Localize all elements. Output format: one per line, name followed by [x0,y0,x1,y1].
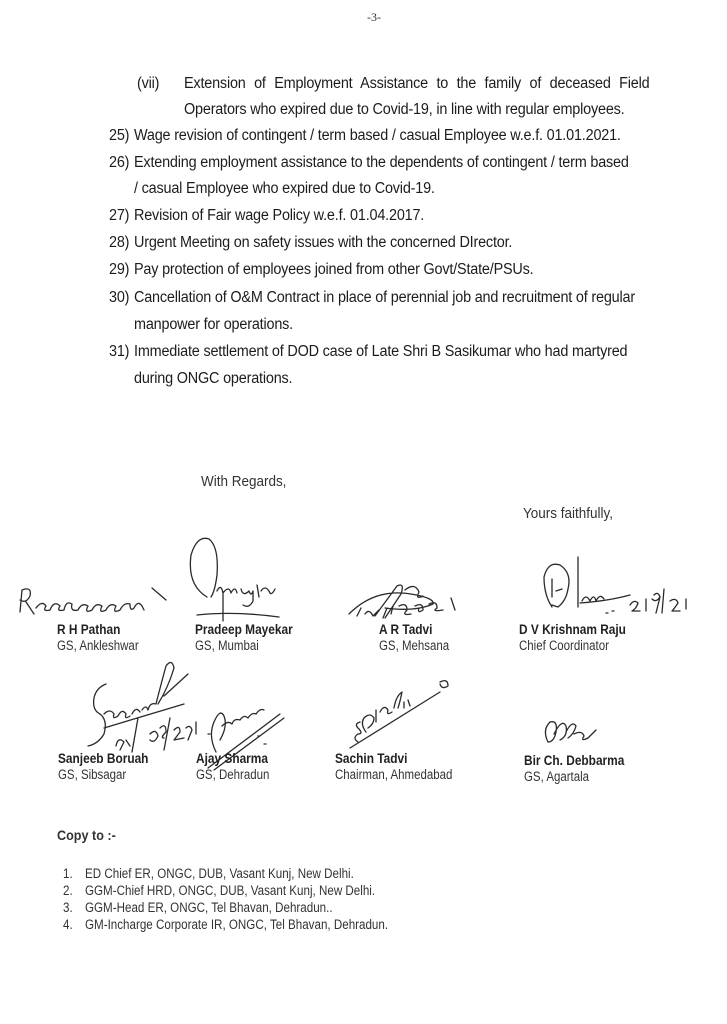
item-text-line: Extending employment assistance to the dependents of contingent / term based [134,154,629,171]
recipient-number: 4. [63,917,73,932]
item-text-line: Urgent Meeting on safety issues with the concerned DIrector. [134,234,513,251]
handwritten-signature-icon [185,535,285,630]
signatory-title: GS, Ankleshwar [57,638,139,653]
item-text-line: / casual Employee who expired due to Covid-19. [134,180,435,197]
signatory-name: D V Krishnam Raju [519,622,626,637]
handwritten-signature-icon [16,582,176,622]
signatory-title: GS, Dehradun [196,767,270,782]
recipient-text: GGM-Head ER, ONGC, Tel Bhavan, Dehradun.. [85,900,333,915]
signatory-title: GS, Mehsana [379,638,450,653]
handwritten-signature-icon [540,712,610,752]
signatory-name: Bir Ch. Debbarma [524,753,625,768]
item-text-line: Revision of Fair wage Policy w.e.f. 01.04.2017. [134,207,425,224]
recipient-number: 3. [63,900,73,915]
item-number: 29) [109,261,130,278]
signatory-title: GS, Mumbai [195,638,259,653]
handwritten-signature-icon [345,578,485,628]
item-number: 25) [109,127,130,144]
page-number: -3- [367,10,381,24]
item-number: (vii) [137,75,160,92]
copy-to-heading: Copy to :- [57,827,116,843]
handwritten-signature-icon [538,555,708,615]
item-text-line: Pay protection of employees joined from other Govt/State/PSUs. [134,261,534,278]
recipient-text: ED Chief ER, ONGC, DUB, Vasant Kunj, New Delhi. [85,866,354,881]
signatory-title: Chairman, Ahmedabad [335,767,453,782]
recipient-number: 2. [63,883,73,898]
closing-yours-faithfully: Yours faithfully, [523,506,613,522]
signatory-name: Ajay Sharma [196,751,268,766]
closing-regards: With Regards, [201,474,287,490]
signatory-title: GS, Agartala [524,769,590,784]
item-text-line: Immediate settlement of DOD case of Late Shri B Sasikumar who had martyred [134,343,628,360]
signatory-title: Chief Coordinator [519,638,609,653]
item-number: 27) [109,207,130,224]
item-text-line: Cancellation of O&M Contract in place of perennial job and recruitment of regular [134,289,635,306]
item-text-line: Operators who expired due to Covid-19, in line with regular employees. [184,101,625,118]
item-number: 31) [109,343,130,360]
signatory-name: Pradeep Mayekar [195,622,293,637]
item-text-line: during ONGC operations. [134,370,293,387]
item-text-line: Wage revision of contingent / term based / casual Employee w.e.f. 01.01.2021. [134,127,621,144]
recipient-text: GM-Incharge Corporate IR, ONGC, Tel Bhavan, Dehradun. [85,917,389,932]
item-number: 26) [109,154,130,171]
item-number: 30) [109,289,130,306]
signatory-name: A R Tadvi [379,622,433,637]
item-text-line: Extension of Employment Assistance to the family of deceased Field [184,75,650,92]
item-number: 28) [109,234,130,251]
item-text-line: manpower for operations. [134,316,294,333]
recipient-text: GGM-Chief HRD, ONGC, DUB, Vasant Kunj, New Delhi. [85,883,376,898]
recipient-number: 1. [63,866,73,881]
signatory-name: Sachin Tadvi [335,751,408,766]
signatory-name: Sanjeeb Boruah [58,751,149,766]
signatory-title: GS, Sibsagar [58,767,127,782]
handwritten-signature-icon [340,672,460,752]
signatory-name: R H Pathan [57,622,121,637]
